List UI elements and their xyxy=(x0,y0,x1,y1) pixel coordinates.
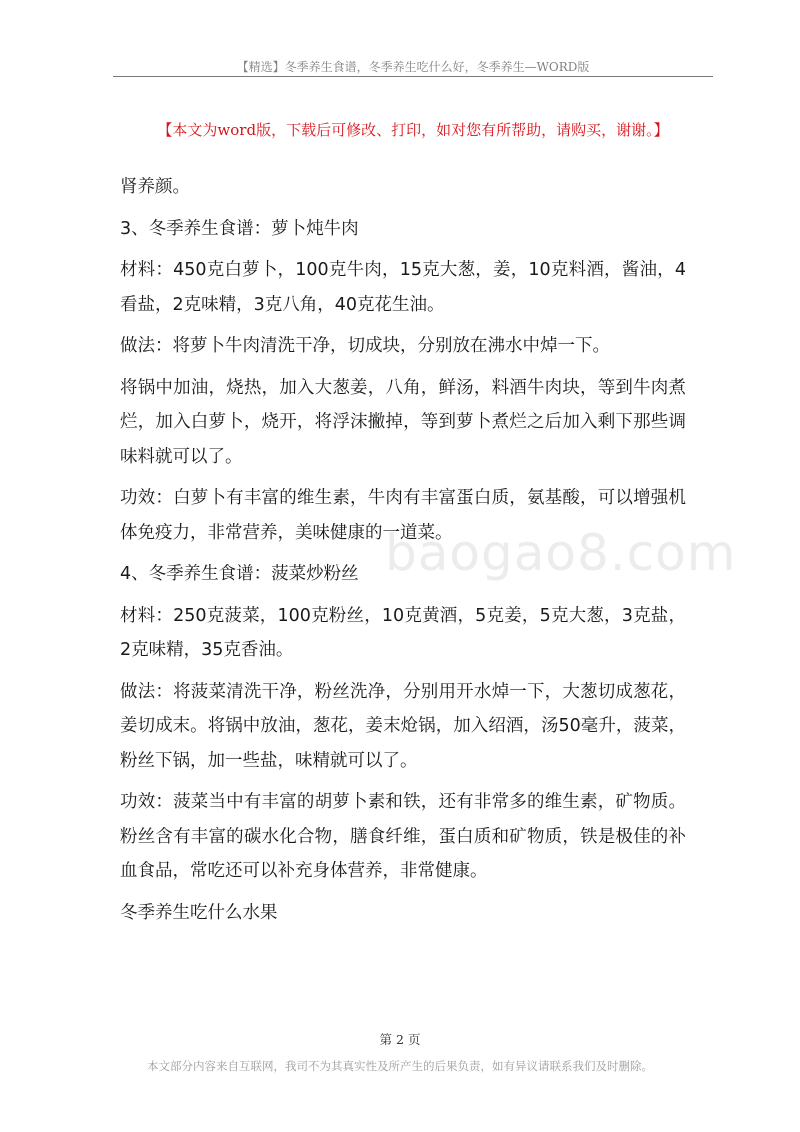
recipe-4-method: 做法：将菠菜清洗干净，粉丝洗净，分别用开水焯一下，大葱切成葱花，姜切成末。将锅中放油，葱花，姜末炝锅，加入绍酒，汤50毫升，菠菜，粉丝下锅，加一些盐，味精就可以了。 xyxy=(120,681,686,771)
page-number: 第 2 页 xyxy=(379,1032,421,1047)
recipe-3-method-2: 将锅中加油，烧热，加入大葱姜，八角，鲜汤，料酒牛肉块，等到牛肉煮烂，加入白萝卜，烧开，将浮沫撇掉，等到萝卜煮烂之后加入剩下那些调味料就可以了。 xyxy=(120,377,686,467)
page-header: 【精选】冬季养生食谱，冬季养生吃什么好，冬季养生—WORD版 xyxy=(236,60,590,74)
section-heading-fruits: 冬季养生吃什么水果 xyxy=(120,902,278,923)
watermark: baogao8.com xyxy=(385,524,737,582)
recipe-3-heading: 3、冬季养生食谱：萝卜炖牛肉 xyxy=(120,218,359,239)
recipe-3-method-1: 做法：将萝卜牛肉清洗干净，切成块，分别放在沸水中焯一下。 xyxy=(120,336,610,356)
recipe-3-ingredients: 材料：450克白萝卜，100克牛肉，15克大葱，姜，10克料酒，酱油，4看盐，2克味精，3克八角，40克花生油。 xyxy=(120,260,686,315)
recipe-3-benefits: 功效：白萝卜有丰富的维生素，牛肉有丰富蛋白质，氨基酸，可以增强机体免疫力，非常营养，美味健康的一道菜。 xyxy=(120,488,686,543)
recipe-4-benefits: 功效：菠菜当中有丰富的胡萝卜素和铁，还有非常多的维生素，矿物质。粉丝含有丰富的碳水化合物，膳食纤维，蛋白质和矿物质，铁是极佳的补血食品，常吃还可以补充身体营养，非常健康。 xyxy=(120,792,686,881)
recipe-4-ingredients: 材料：250克菠菜，100克粉丝，10克黄酒，5克姜，5克大葱，3克盐，2克味精，35克香油。 xyxy=(120,605,686,660)
paragraph-continuation: 肾养颜。 xyxy=(120,177,190,197)
document-body xyxy=(120,170,686,937)
header-divider xyxy=(113,76,713,77)
word-version-notice: 【本文为word版，下载后可修改、打印，如对您有所帮助，请购买，谢谢。】 xyxy=(157,121,669,139)
recipe-4-heading: 4、冬季养生食谱：菠菜炒粉丝 xyxy=(120,564,359,584)
page-footer-disclaimer: 本文部分内容来自互联网，我司不为其真实性及所产生的后果负责，如有异议请联系我们及时删除。 xyxy=(147,1059,653,1073)
